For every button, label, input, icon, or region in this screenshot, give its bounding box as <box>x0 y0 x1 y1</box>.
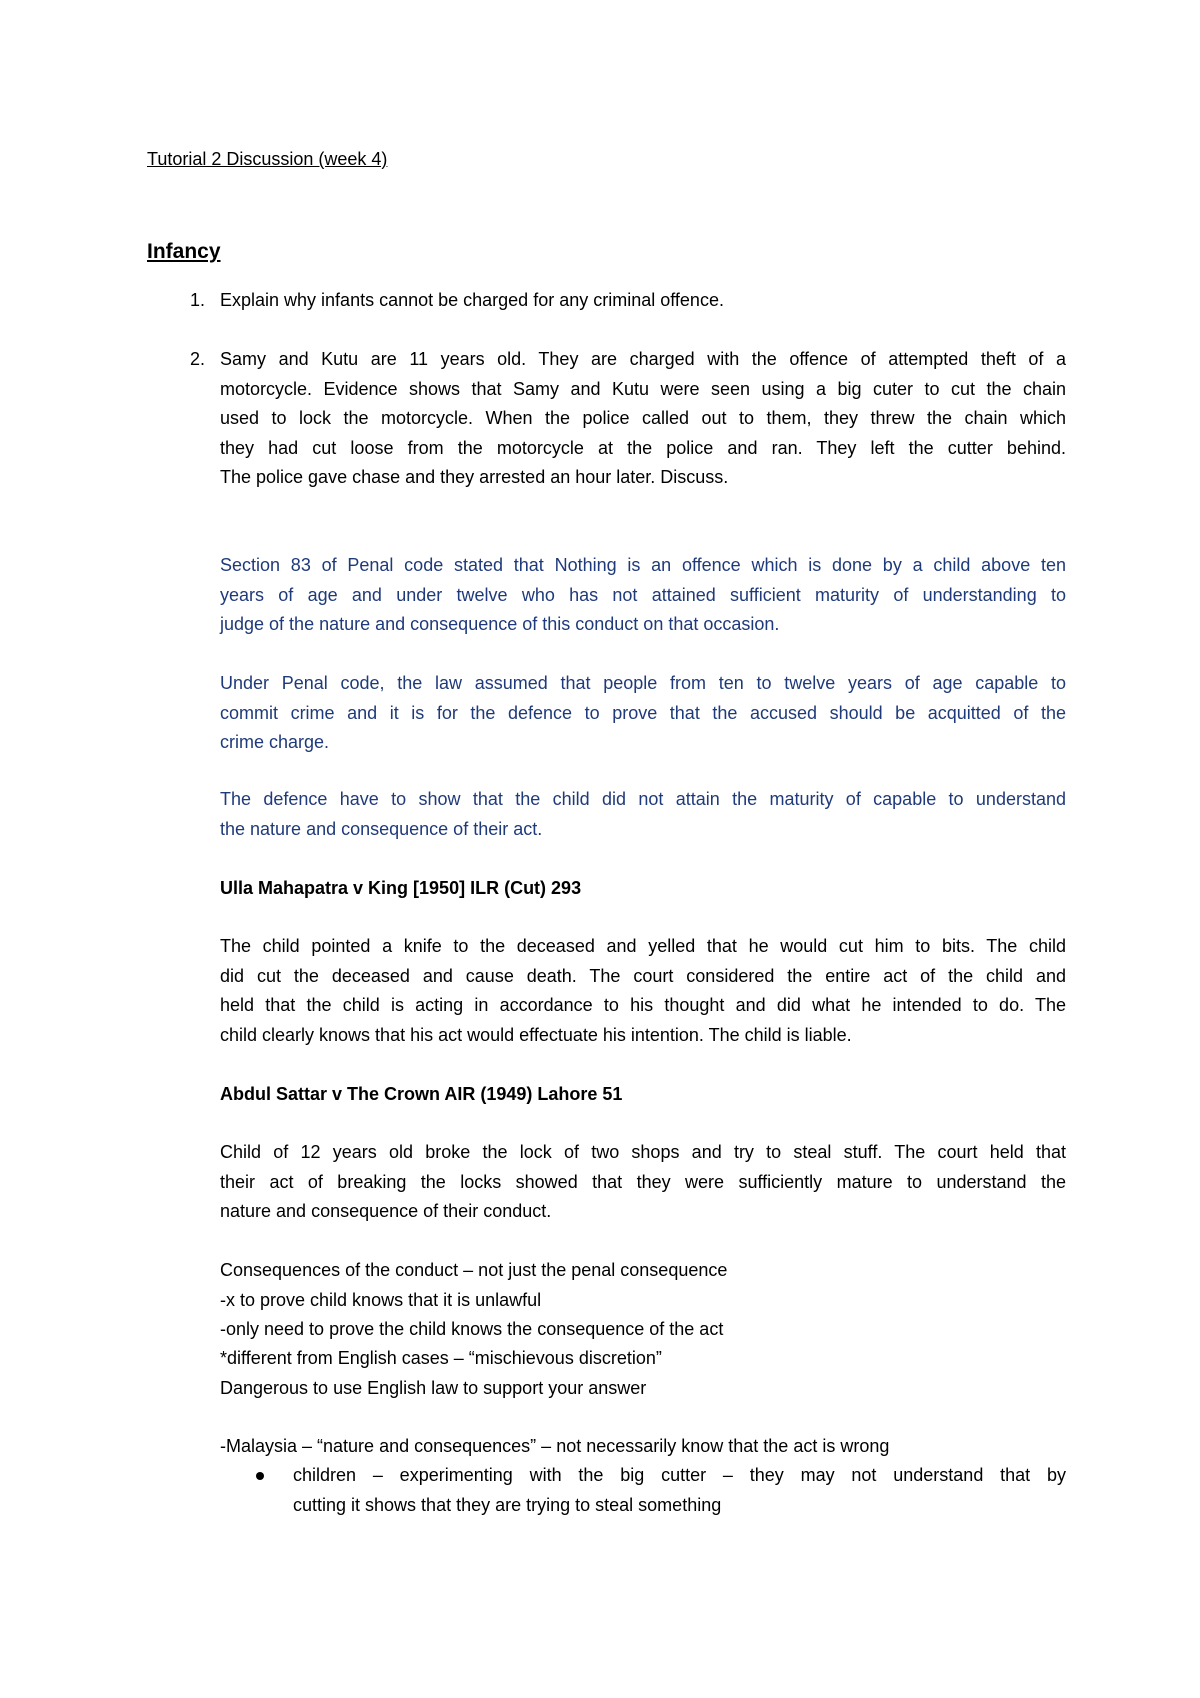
paragraph-line: did cut the deceased and cause death. The court considered the entire act of the child and <box>220 965 1066 986</box>
question-line: Explain why infants cannot be charged for any criminal offence. <box>220 290 724 310</box>
question-text <box>220 286 1066 316</box>
case-summary-abdul-sattar <box>220 1138 1066 1227</box>
paragraph-line: Under Penal code, the law assumed that people from ten to twelve years of age capable to <box>220 673 1066 693</box>
question-line: they had cut loose from the motorcycle at the police and ran. They left the cutter behind. <box>220 437 1066 458</box>
paragraph-line: Child of 12 years old broke the lock of two shops and try to steal stuff. The court held that <box>220 1142 1066 1162</box>
notes-english-cases <box>220 1344 1066 1403</box>
question-1 <box>147 286 1067 316</box>
answer-paragraph-defence <box>220 785 1066 844</box>
case-name-abdul-sattar <box>220 1080 1066 1110</box>
bullet-line: children – experimenting with the big cutter – they may not understand that by <box>293 1465 1066 1485</box>
answer-paragraph-section-83 <box>220 551 1066 640</box>
question-line: motorcycle. Evidence shows that Samy and Kutu were seen using a big cuter to cut the chain <box>220 378 1066 399</box>
paragraph-line: their act of breaking the locks showed that they were sufficiently mature to understand the <box>220 1171 1066 1192</box>
note-line: -x to prove child knows that it is unlawful <box>220 1289 542 1310</box>
question-number: 2. <box>189 349 205 369</box>
paragraph-line: the nature and consequence of their act. <box>220 818 543 839</box>
notes-malaysia <box>220 1432 1066 1462</box>
bullet-line: cutting it shows that they are trying to steal something <box>293 1494 722 1515</box>
paragraph-line: Section 83 of Penal code stated that Nothing is an offence which is done by a child above ten <box>220 555 1066 575</box>
bullet-text <box>293 1461 1066 1520</box>
paragraph-line: years of age and under twelve who has not attained sufficient maturity of understanding to <box>220 584 1066 605</box>
paragraph-line: crime charge. <box>220 732 330 752</box>
question-line: Samy and Kutu are 11 years old. They are charged with the offence of attempted theft of a <box>220 349 1066 369</box>
paragraph-line: nature and consequence of their conduct. <box>220 1201 552 1221</box>
case-name-ulla-mahapatra <box>220 874 1066 904</box>
note-line: -Malaysia – “nature and consequences” – not necessarily know that the act is wrong <box>220 1436 890 1456</box>
note-line: Consequences of the conduct – not just the penal consequence <box>220 1260 728 1280</box>
document-title: Tutorial 2 Discussion (week 4) <box>147 149 388 169</box>
question-2 <box>147 345 1067 495</box>
paragraph-line: commit crime and it is for the defence to prove that the accused should be acquitted of the <box>220 702 1066 723</box>
notes-consequences <box>220 1256 1066 1345</box>
case-name: Ulla Mahapatra v King [1950] ILR (Cut) 293 <box>220 878 582 898</box>
paragraph-line: The defence have to show that the child did not attain the maturity of capable to understand <box>220 789 1066 809</box>
note-line: *different from English cases – “mischievous discretion” <box>220 1348 662 1368</box>
bullet-icon <box>256 1472 264 1480</box>
question-text <box>220 345 1066 493</box>
section-heading-infancy: Infancy <box>147 240 221 263</box>
answer-paragraph-penal-code <box>220 669 1066 758</box>
case-name: Abdul Sattar v The Crown AIR (1949) Lahore 51 <box>220 1084 623 1104</box>
paragraph-line: The child pointed a knife to the deceased and yelled that he would cut him to bits. The child <box>220 936 1066 956</box>
question-line: used to lock the motorcycle. When the police called out to them, they threw the chain which <box>220 408 1066 428</box>
paragraph-line: judge of the nature and consequence of this conduct on that occasion. <box>220 614 780 634</box>
note-line: Dangerous to use English law to support your answer <box>220 1377 647 1398</box>
note-line: -only need to prove the child knows the consequence of the act <box>220 1319 724 1339</box>
bullet-item <box>220 1461 1066 1521</box>
paragraph-line: child clearly knows that his act would effectuate his intention. The child is liable. <box>220 1024 852 1045</box>
question-number: 1. <box>189 290 205 310</box>
case-summary-ulla-mahapatra <box>220 932 1066 1050</box>
question-line: The police gave chase and they arrested an hour later. Discuss. <box>220 467 729 487</box>
paragraph-line: held that the child is acting in accordance to his thought and did what he intended to do. The <box>220 995 1066 1015</box>
